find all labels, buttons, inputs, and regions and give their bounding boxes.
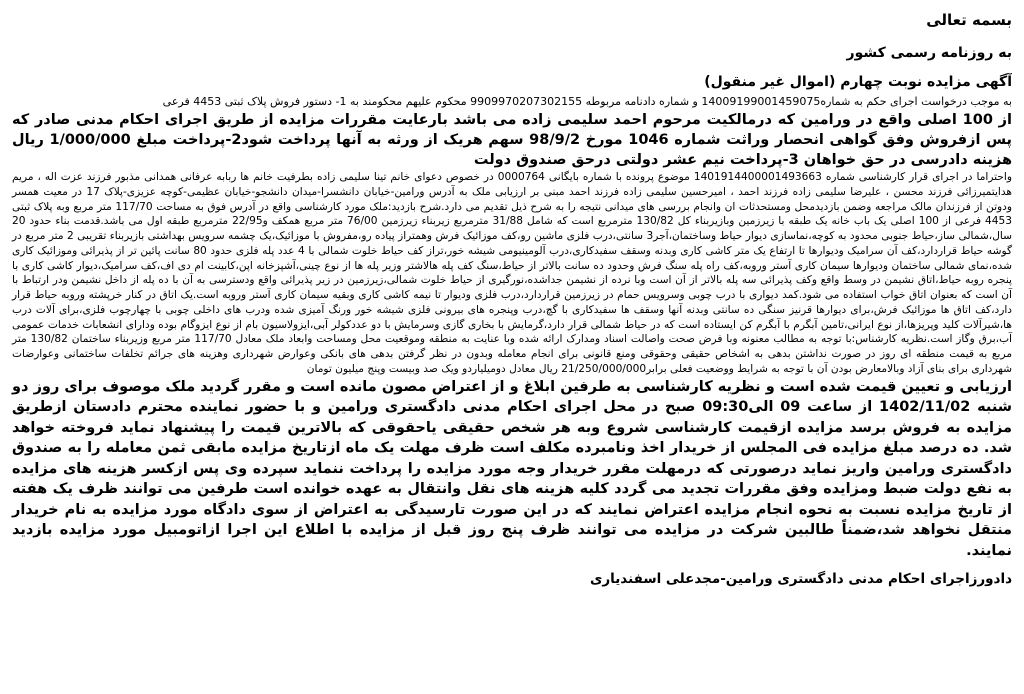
newspaper-heading: به روزنامه رسمی کشور — [846, 45, 1012, 61]
auction-terms-paragraph: ارزیابی و تعیین قیمت شده است و نظریه کارشناسی به طرفین ابلاغ و از اعتراض مصون مانده است و مقرر گردید ملک موصوف برای روز دو شنبه 1402/11/02 از ساعت 09 الی09:30 صبح در محل اجرای احکام مدنی دادگستری ورامین و با حضور نماینده محترم دادستان ازطریق مزایده به فروش برسد مزایده ازقیمت کارشناسی شروع وبه هر شخص حقیقی یاحقوقی که بالاترین قیمت را پیشنهاد نماید فروخته خواهد شد. ده درصد مبلغ مزایده فی المجلس از خریدار اخذ ونامبرده مکلف است ظرف مهلت یک ماه ازتاریخ مزایده مابقی ثمن معامله را به صندوق دادگستری ورامین واریز نماید درصورتی که درمهلت مقرر خریدار وجه مورد مزایده را پرداخت ننماید سپرده وی پس ازکسر هزینه های مزایده به نفع دولت ضبط ومزایده وفق مقررات تجدید می گردد کلیه هزینه های نقل وانتقال به عهده خوانده است طرفین می توانند ظرف یک هفته از تاریخ مزایده نسبت به نحوه انجام مزایده اعتراض نمایند که در این صورت تارسیدگی به اعتراض از سوی دادگاه مورد مزایده به نام خریدار منتقل نخواهد شد،ضمناً طالبین شرکت در مزایده می توانند ظرف پنج روز قبل از مزایده با اطلاع این اجرا ازاتومبیل مورد مزایده بازدید نمایند. — [12, 378, 1012, 559]
intro-paragraph: به موجب درخواست اجرای حکم به شماره1400919900145907​5 و شماره دادنامه مربوطه 9909970207302155 محکوم علیهم محکومند به 1- دستور فروش پلاک ثبتی 4453 فرعی — [162, 95, 1012, 108]
expert-report-paragraph: واحتراما در اجرای قرار کارشناسی شماره 1401914400001493663 موضوع پرونده با شماره بایگانی 0000764 در خصوص دعوای خانم تینا سلیمی زاده بطرفیت خانم ها ربابه عرفانی همدانی مذبور فرزند عزت اله ، مریم هدایتمیرزائی فرزند محسن ، علیرضا سلیمی زاده فرزند احمد ، امیرحسین سلیمی زاده فرزند احمد مبنی بر ارزیابی ملک به آدرس ورامین-خیابان دانشسرا-میدان دانشجو-خیابان عظیمی-کوچه عزیزی-پلاک 17 در معیت همسر ودوتن از فرزندان مالک مراجعه وضمن بازدیدمحل ومستحدثات ان وانجام بررسی های میدانی نتیجه را به شرح ذیل تقدیم می دارد.شرح بازدید:ملک مورد کارشناسی واقع در آدرس فوق به مساحت 117/70 متر مربع وبه پلاک ثبتی 4453 فرعی از 100 اصلی یک باب خانه یک طبقه با زیرزمین وبازیربناء کل 130/82 مترمربع است که شامل 31/88 مترمربع زیربناء زیرزمین 76/00 متر مربع همکف و22/95 مترمربع طبقه اول می باشد.قدمت بناء حدود 20 سال،شمالی ساز،حیاط جنوبی محدود به کوچه،نماسازی دیوار حیاط وساختمان،آجر3 سانتی،درب فلزی ماشین رو،کف موزائیک فرش وهمتراز پیاده رو،مفروش با موزائیک،یک چشمه سرویس بهداشتی بازیربناء تقریبی 2 متر مربع در گوشه حیاط قراردارد،کف آن سرامیک ودیوارها تا ارتفاع یک متر کاشی کاری وبدنه وسقف سفیدکاری،درب آلومینیومی شیشه خور،تراز کف حیاط خلوت شمالی با 4 عدد پله فلزی حدود 80 سانت پائین تر از پذیرائی وموزائیک کاری شده،نمای شمالی ساختمان ودیوارها سیمان کاری آستر وروبه،کف راه پله سنگ فرش وحدود ده سانت بالاتر از حیاط،سنگ کف پله هالاشتر وزیر پله ها از نوع چینی،آشپزخانه اپن،کابینت ام دی اف،کف سرامیک،دیوار کاشی کاری با پنجره روبه حیاط،اتاق نشیمن در وسط واقع وکف پذیرائی سه پله بالاتر از آن است وبا نرده از نشیمن جداشده،نورگیری از حیاط خلوت شمالی،زیرزمین در زیر پذیرائی واقع ودسترسی به آن با ده پله از داخل نشیمن ودر ارتباط با آن است که بعنوان اتاق خواب استفاده می شود.کمد دیواری با درب چوبی وسرویس حمام در زیرزمین قراردارد،درب فلزی ودیوار تا نیمه کاشی کاری وبقیه سیمان کاری آستر وروبه است.یک اتاق در کنار خرپشته وروبه حیاط قرار دارد،کف اتاق ها موزائیک فرش،برای دیوارها قرنیز سنگی ده سانتی وبدنه آنها وسقف ها سفیدکاری با گچ،درب وپنجره های بیرونی فلزی شیشه خور ورنگ آمیزی شده ودرب های داخلی چوبی با چهارچوب فلزی،برای آلات درب ها،شیرآلات کلید وپریزها،از نوع ایرانی،تامین آبگرم با آبگرم کن ایستاده است که در حیاط شمالی قرار دارد،گرمایش با بخاری گازی وسرمایش با دو عددکولر آبی،ایزولاسیون بام از نوع ایزوگام بوده ودارای انشعابات خدمات عمومی آب،برق وگاز است.نظریه کارشناس:با توجه به مطالب معنونه وبا فرض صحت واصالت اسناد ومدارک ارائه شده وبا عنایت به منطقه وموقعیت محل ومساحت وابعاد ملک معادل 117/70 متر مربع وزیربناء ساختمان 130/82 متر مربع به قیمت منطقه ای روز در صورت نداشتن بدهی به اشخاص حقیقی وحقوقی ومنع قانونی برای انجام معامله وبدون در نظر گرفتن بدهی های بانکی وعوارض شهرداری وهزینه های جرائم تخلفات ساختمانی وعوارضات شهرداری برای بنای آزاد وبالامعارض بودن آن با توجه به شرایط ووضعیت فعلی برابر21/250/000/000 ریال معادل دومیلیاردو ویک صد وبیست وپنج میلیون تومان — [12, 171, 1013, 375]
signature-line: دادورزاجرای احکام مدنی دادگستری ورامین-مجدعلی اسفندیاری — [590, 571, 1012, 587]
court-order-paragraph: از 100 اصلی واقع در ورامین که درمالکیت مرحوم احمد سلیمی زاده می باشد بارعایت مقررات مزایده از طریق اجرای احکام مدنی صادر که پس ازفروش وفق گواهی انحصار وراثت شماره 1046 مورخ 98/9/2 سهم هریک از ورثه به آنها پرداخت شود2-پرداخت مبلغ 1/000/000 ریال هزینه دادرسی در حق خواهان 3-پرداخت نیم عشر دولتی درحق صندوق دولت — [12, 112, 1013, 168]
basmala-heading: بسمه تعالی — [926, 11, 1012, 29]
notice-title: آگهی مزایده نوبت چهارم (اموال غیر منقول) — [704, 74, 1012, 90]
